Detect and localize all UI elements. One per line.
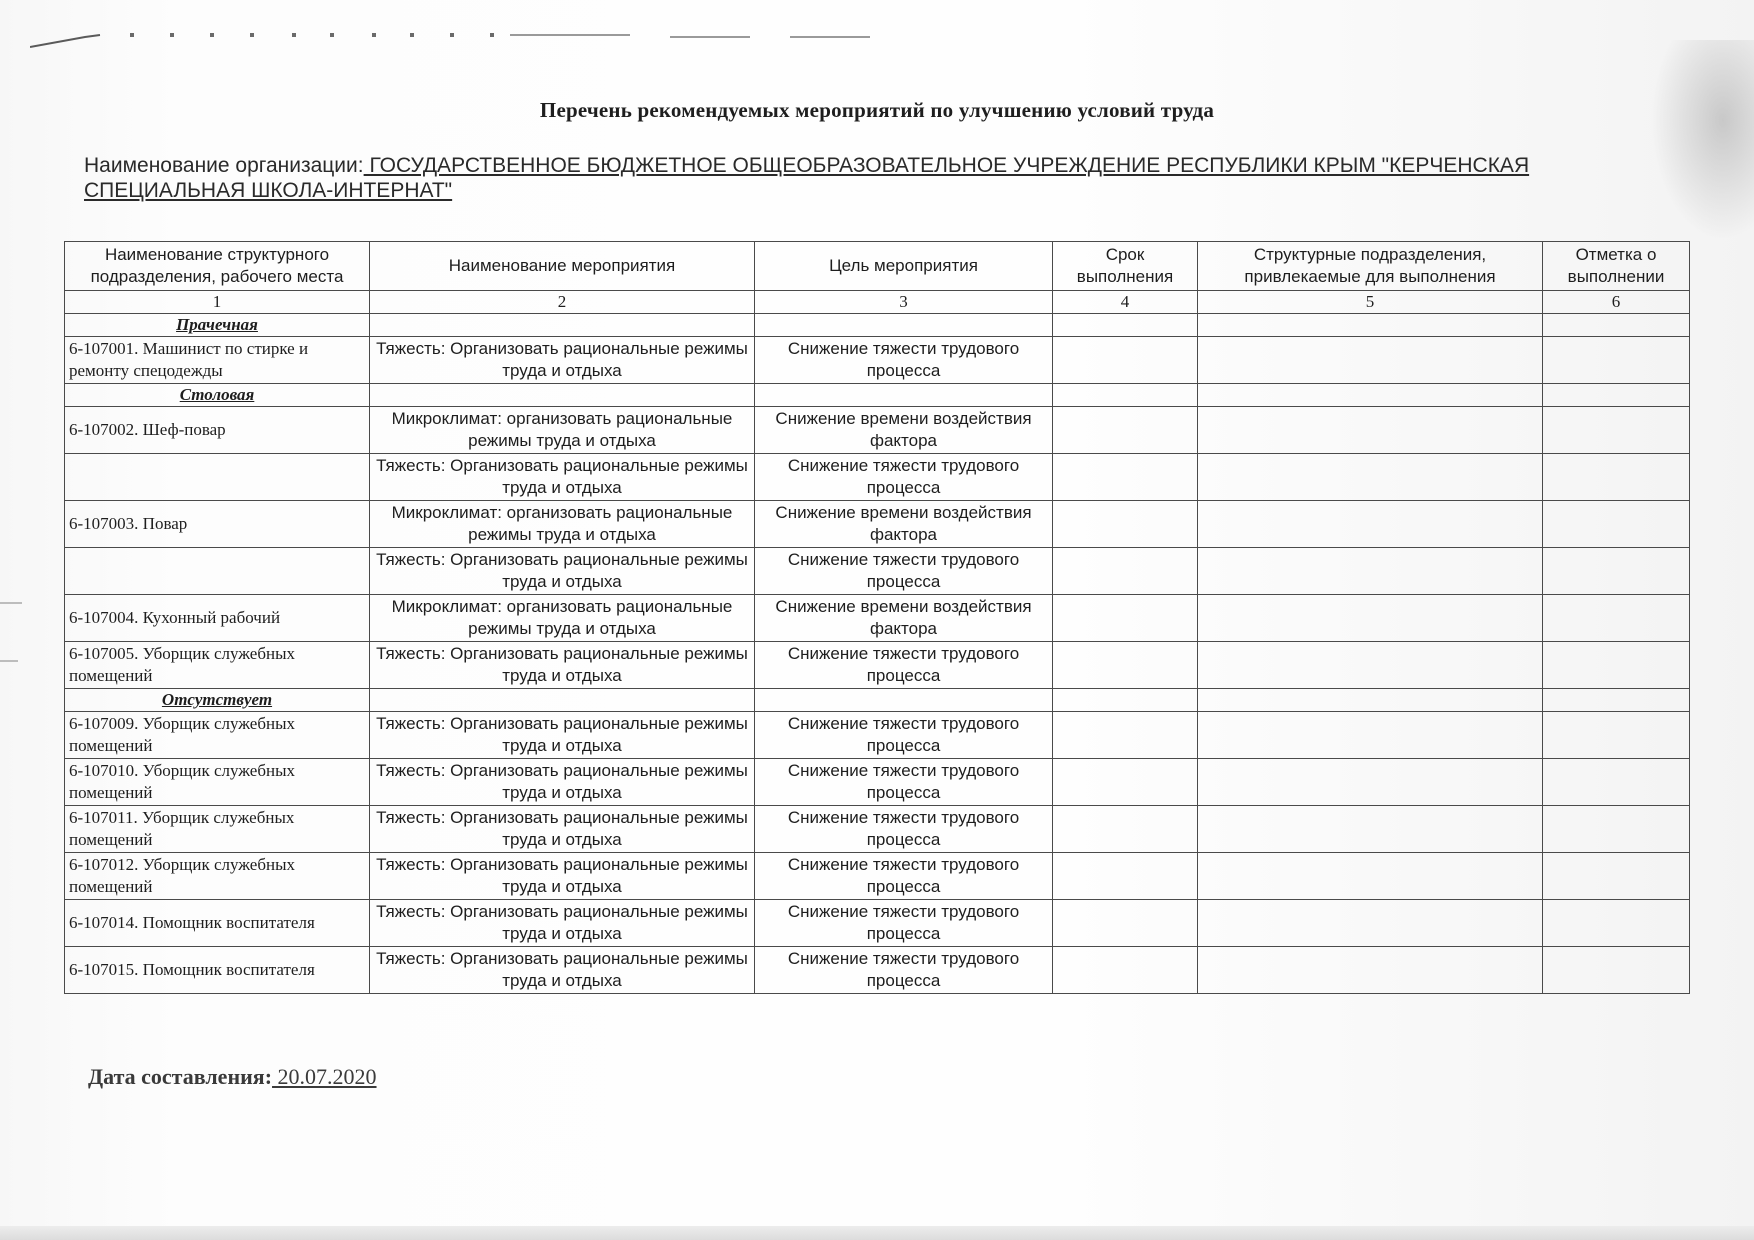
deadline-cell bbox=[1053, 853, 1198, 900]
goal-cell: Снижение тяжести трудового процесса bbox=[755, 642, 1053, 689]
column-number: 6 bbox=[1543, 291, 1690, 314]
empty-cell bbox=[1543, 689, 1690, 712]
section-row bbox=[65, 384, 1690, 407]
workplace-cell: 6-107012. Уборщик служебных помещений bbox=[65, 853, 370, 900]
empty-cell bbox=[370, 384, 755, 407]
empty-cell bbox=[1543, 384, 1690, 407]
table-row bbox=[65, 759, 1690, 806]
completion-cell bbox=[1543, 712, 1690, 759]
completion-cell bbox=[1543, 642, 1690, 689]
goal-cell: Снижение тяжести трудового процесса bbox=[755, 947, 1053, 994]
deadline-cell bbox=[1053, 548, 1198, 595]
table-row bbox=[65, 595, 1690, 642]
measure-cell: Тяжесть: Организовать рациональные режимы труда и отдыха bbox=[370, 454, 755, 501]
measure-cell: Тяжесть: Организовать рациональные режимы труда и отдыха bbox=[370, 806, 755, 853]
table-row bbox=[65, 642, 1690, 689]
table-row bbox=[65, 853, 1690, 900]
scan-shadow bbox=[1650, 40, 1754, 240]
date-value: 20.07.2020 bbox=[272, 1064, 377, 1089]
column-number: 1 bbox=[65, 291, 370, 314]
header-departments: Структурные подразделения, привлекаемые для выполнения bbox=[1198, 242, 1543, 291]
workplace-cell: 6-107010. Уборщик служебных помещений bbox=[65, 759, 370, 806]
completion-cell bbox=[1543, 407, 1690, 454]
empty-cell bbox=[1053, 384, 1198, 407]
completion-cell bbox=[1543, 759, 1690, 806]
measure-cell: Тяжесть: Организовать рациональные режимы труда и отдыха bbox=[370, 853, 755, 900]
header-measure: Наименование мероприятия bbox=[370, 242, 755, 291]
table-row bbox=[65, 947, 1690, 994]
section-row bbox=[65, 314, 1690, 337]
deadline-cell bbox=[1053, 900, 1198, 947]
departments-cell bbox=[1198, 337, 1543, 384]
workplace-cell: 6-107002. Шеф-повар bbox=[65, 407, 370, 454]
measure-cell: Тяжесть: Организовать рациональные режимы труда и отдыха bbox=[370, 759, 755, 806]
section-row bbox=[65, 689, 1690, 712]
goal-cell: Снижение тяжести трудового процесса bbox=[755, 759, 1053, 806]
deadline-cell bbox=[1053, 947, 1198, 994]
goal-cell: Снижение тяжести трудового процесса bbox=[755, 337, 1053, 384]
section-name: Отсутствует bbox=[65, 689, 370, 712]
departments-cell bbox=[1198, 548, 1543, 595]
measure-cell: Тяжесть: Организовать рациональные режимы труда и отдыха bbox=[370, 548, 755, 595]
deadline-cell bbox=[1053, 407, 1198, 454]
goal-cell: Снижение времени воздействия фактора bbox=[755, 595, 1053, 642]
goal-cell: Снижение тяжести трудового процесса bbox=[755, 806, 1053, 853]
completion-cell bbox=[1543, 900, 1690, 947]
organization-name: ГОСУДАРСТВЕННОЕ БЮДЖЕТНОЕ ОБЩЕОБРАЗОВАТЕЛЬНОЕ УЧРЕЖДЕНИЕ РЕСПУБЛИКИ КРЫМ "КЕРЧЕНСКАЯ СПЕЦИАЛЬНАЯ ШКОЛА-ИНТЕРНАТ" bbox=[84, 154, 1530, 202]
column-number: 5 bbox=[1198, 291, 1543, 314]
scan-artifact-marks bbox=[30, 25, 990, 55]
goal-cell: Снижение времени воздействия фактора bbox=[755, 407, 1053, 454]
departments-cell bbox=[1198, 947, 1543, 994]
empty-cell bbox=[1198, 384, 1543, 407]
workplace-cell: 6-107015. Помощник воспитателя bbox=[65, 947, 370, 994]
table-row bbox=[65, 501, 1690, 548]
measure-cell: Микроклимат: организовать рациональные режимы труда и отдыха bbox=[370, 501, 755, 548]
empty-cell bbox=[1053, 689, 1198, 712]
empty-cell bbox=[1198, 689, 1543, 712]
workplace-cell: 6-107003. Повар bbox=[65, 501, 370, 548]
goal-cell: Снижение тяжести трудового процесса bbox=[755, 548, 1053, 595]
column-number: 4 bbox=[1053, 291, 1198, 314]
departments-cell bbox=[1198, 454, 1543, 501]
empty-cell bbox=[755, 384, 1053, 407]
table-row bbox=[65, 407, 1690, 454]
document-title: Перечень рекомендуемых мероприятий по улучшению условий труда bbox=[539, 98, 1215, 122]
departments-cell bbox=[1198, 501, 1543, 548]
organization-line bbox=[84, 153, 1694, 203]
empty-cell bbox=[1198, 314, 1543, 337]
goal-cell: Снижение тяжести трудового процесса bbox=[755, 712, 1053, 759]
empty-cell bbox=[1053, 314, 1198, 337]
table-row bbox=[65, 337, 1690, 384]
goal-cell: Снижение тяжести трудового процесса bbox=[755, 900, 1053, 947]
empty-cell bbox=[755, 689, 1053, 712]
measure-cell: Тяжесть: Организовать рациональные режимы труда и отдыха bbox=[370, 337, 755, 384]
deadline-cell bbox=[1053, 337, 1198, 384]
measures-table bbox=[64, 241, 1690, 994]
deadline-cell bbox=[1053, 642, 1198, 689]
scan-margin-mark bbox=[0, 602, 22, 604]
deadline-cell bbox=[1053, 712, 1198, 759]
departments-cell bbox=[1198, 712, 1543, 759]
column-number-row bbox=[65, 291, 1690, 314]
organization-label: Наименование организации: bbox=[84, 154, 364, 177]
deadline-cell bbox=[1053, 595, 1198, 642]
header-deadline: Срок выполнения bbox=[1053, 242, 1198, 291]
table-row bbox=[65, 806, 1690, 853]
measure-cell: Тяжесть: Организовать рациональные режимы труда и отдыха bbox=[370, 947, 755, 994]
workplace-cell bbox=[65, 548, 370, 595]
scan-margin-mark bbox=[0, 660, 18, 662]
completion-cell bbox=[1543, 853, 1690, 900]
table-row bbox=[65, 548, 1690, 595]
header-workplace: Наименование структурного подразделения, рабочего места bbox=[65, 242, 370, 291]
completion-cell bbox=[1543, 806, 1690, 853]
departments-cell bbox=[1198, 595, 1543, 642]
goal-cell: Снижение тяжести трудового процесса bbox=[755, 853, 1053, 900]
workplace-cell: 6-107004. Кухонный рабочий bbox=[65, 595, 370, 642]
measure-cell: Микроклимат: организовать рациональные режимы труда и отдыха bbox=[370, 595, 755, 642]
deadline-cell bbox=[1053, 454, 1198, 501]
table-row bbox=[65, 454, 1690, 501]
departments-cell bbox=[1198, 759, 1543, 806]
empty-cell bbox=[1543, 314, 1690, 337]
deadline-cell bbox=[1053, 501, 1198, 548]
column-number: 2 bbox=[370, 291, 755, 314]
departments-cell bbox=[1198, 900, 1543, 947]
goal-cell: Снижение тяжести трудового процесса bbox=[755, 454, 1053, 501]
deadline-cell bbox=[1053, 806, 1198, 853]
workplace-cell: 6-107014. Помощник воспитателя bbox=[65, 900, 370, 947]
table-row bbox=[65, 712, 1690, 759]
departments-cell bbox=[1198, 407, 1543, 454]
section-name: Прачечная bbox=[65, 314, 370, 337]
workplace-cell: 6-107011. Уборщик служебных помещений bbox=[65, 806, 370, 853]
completion-cell bbox=[1543, 501, 1690, 548]
empty-cell bbox=[370, 314, 755, 337]
measure-cell: Тяжесть: Организовать рациональные режимы труда и отдыха bbox=[370, 642, 755, 689]
completion-cell bbox=[1543, 337, 1690, 384]
workplace-cell: 6-107009. Уборщик служебных помещений bbox=[65, 712, 370, 759]
departments-cell bbox=[1198, 642, 1543, 689]
header-goal: Цель мероприятия bbox=[755, 242, 1053, 291]
measure-cell: Микроклимат: организовать рациональные режимы труда и отдыха bbox=[370, 407, 755, 454]
column-number: 3 bbox=[755, 291, 1053, 314]
completion-cell bbox=[1543, 947, 1690, 994]
table-body bbox=[65, 314, 1690, 994]
completion-cell bbox=[1543, 595, 1690, 642]
table-row bbox=[65, 900, 1690, 947]
scan-bottom-edge bbox=[0, 1226, 1754, 1240]
workplace-cell: 6-107005. Уборщик служебных помещений bbox=[65, 642, 370, 689]
goal-cell: Снижение времени воздействия фактора bbox=[755, 501, 1053, 548]
section-name: Столовая bbox=[65, 384, 370, 407]
workplace-cell: 6-107001. Машинист по стирке и ремонту спецодежды bbox=[65, 337, 370, 384]
header-completion-mark: Отметка о выполнении bbox=[1543, 242, 1690, 291]
compilation-date-line bbox=[88, 1064, 377, 1090]
departments-cell bbox=[1198, 806, 1543, 853]
workplace-cell bbox=[65, 454, 370, 501]
empty-cell bbox=[755, 314, 1053, 337]
empty-cell bbox=[370, 689, 755, 712]
completion-cell bbox=[1543, 454, 1690, 501]
measure-cell: Тяжесть: Организовать рациональные режимы труда и отдыха bbox=[370, 712, 755, 759]
completion-cell bbox=[1543, 548, 1690, 595]
date-label: Дата составления: bbox=[88, 1064, 273, 1089]
table-header-row bbox=[65, 242, 1690, 291]
measure-cell: Тяжесть: Организовать рациональные режимы труда и отдыха bbox=[370, 900, 755, 947]
deadline-cell bbox=[1053, 759, 1198, 806]
departments-cell bbox=[1198, 853, 1543, 900]
